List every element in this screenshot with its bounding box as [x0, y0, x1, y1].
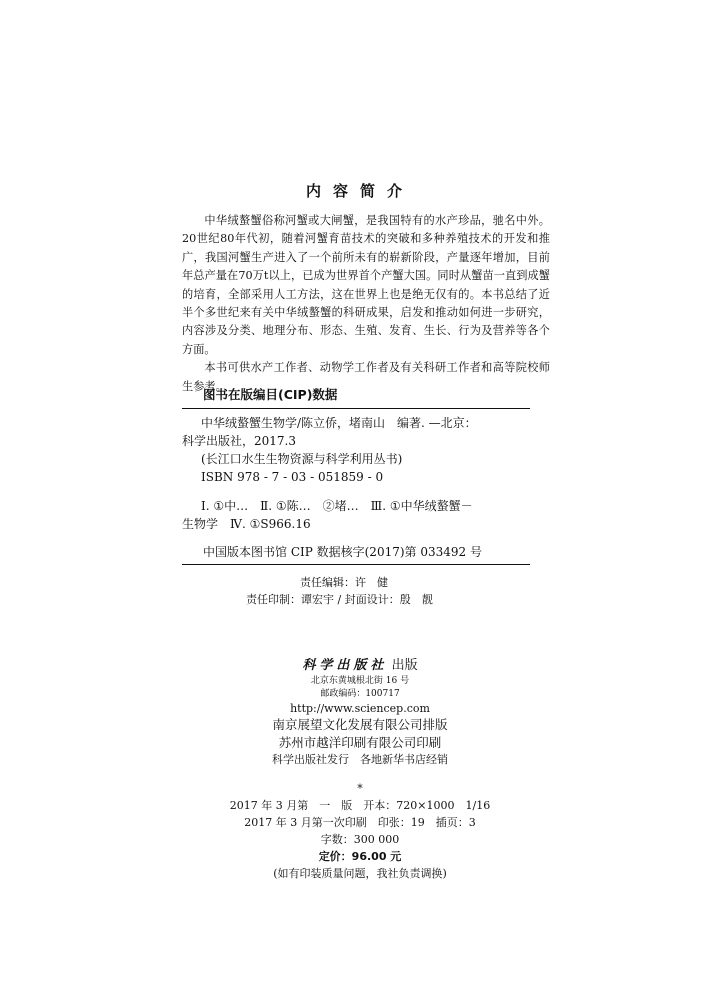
- specs-block: [0, 780, 720, 882]
- separator-asterisk: *: [357, 782, 363, 795]
- cip-heading: 图书在版编目(CIP)数据: [203, 387, 338, 402]
- publisher-suffix: 出版: [391, 658, 418, 673]
- cip-class-line-1: Ⅰ. ①中… Ⅱ. ①陈… ②堵… Ⅲ. ①中华绒螯蟹－: [201, 499, 473, 513]
- typesetter: 南京展望文化发展有限公司排版: [272, 717, 448, 732]
- distribution: 科学出版社发行 各地新华书店经销: [272, 753, 448, 766]
- cip-series-line: (长江口水生生物资源与科学利用丛书): [201, 452, 403, 466]
- publisher-url: http://www.sciencep.com: [290, 702, 430, 715]
- intro-text: [182, 212, 550, 396]
- cip-top-rule: [182, 408, 530, 409]
- editors-block: [0, 574, 720, 608]
- cip-record: [182, 414, 530, 486]
- edition-line: 2017 年 3 月第 一 版 开本：720×1000 1/16: [229, 799, 491, 812]
- publisher-line: [0, 656, 720, 675]
- cip-isbn-line: ISBN 978 - 7 - 03 - 051859 - 0: [201, 470, 384, 484]
- cip-bottom-rule: [182, 564, 530, 565]
- intro-paragraph-1: 中华绒螯蟹俗称河蟹或大闸蟹，是我国特有的水产珍品，驰名中外。20世纪80年代初，随着河蟹育苗技术的突破和多种养殖技术的开发和推广，我国河蟹生产进入了一个前所未有的崭新阶段，产量逐年增加，目前年总产量在70万t以上，已成为世界首个产蟹大国。同时从蟹苗一直到成蟹的培育，全部采用人工方法，这在世界上也是绝无仅有的。本书总结了近半个多世纪来有关中华绒螯蟹的科研成果，启发和推动如何进一步研究，内容涉及分类、地理分布、形态、生殖、发育、生长、行为及营养等各个方面。: [182, 214, 550, 356]
- cip-title-line: 中华绒螯蟹生物学/陈立侨，堵南山 编著. —北京：: [201, 416, 477, 430]
- printing-line: 2017 年 3 月第一次印刷 印张：19 插页：3: [244, 816, 476, 829]
- printer: 苏州市越洋印刷有限公司印刷: [278, 735, 442, 750]
- publisher-logo-text: 科学出版社: [302, 658, 388, 673]
- price: 定价：96.00 元: [318, 850, 402, 863]
- publisher-postcode: 邮政编码：100717: [320, 689, 400, 699]
- cip-publisher-line: 科学出版社，2017.3: [182, 434, 296, 448]
- cip-verify-number: 中国版本图书馆 CIP 数据核字(2017)第 033492 号: [203, 545, 482, 559]
- quality-note: (如有印装质量问题，我社负责调换): [273, 867, 447, 880]
- publisher-address: 北京东黄城根北街 16 号: [310, 676, 410, 686]
- cip-classification: [182, 497, 530, 533]
- intro-title: 内容简介: [305, 182, 414, 200]
- responsible-editor: 责任编辑：许 健: [300, 576, 388, 589]
- publisher-block: [0, 656, 720, 767]
- word-count: 字数：300 000: [320, 833, 400, 846]
- cip-class-line-2: 生物学 Ⅳ. ①S966.16: [182, 517, 311, 531]
- print-and-cover-credit: 责任印制：谭宏宇 / 封面设计：殷 靓: [246, 593, 433, 606]
- intro-paragraph-2: 本书可供水产工作者、动物学工作者及有关科研工作者和高等院校师生参考。: [182, 361, 550, 393]
